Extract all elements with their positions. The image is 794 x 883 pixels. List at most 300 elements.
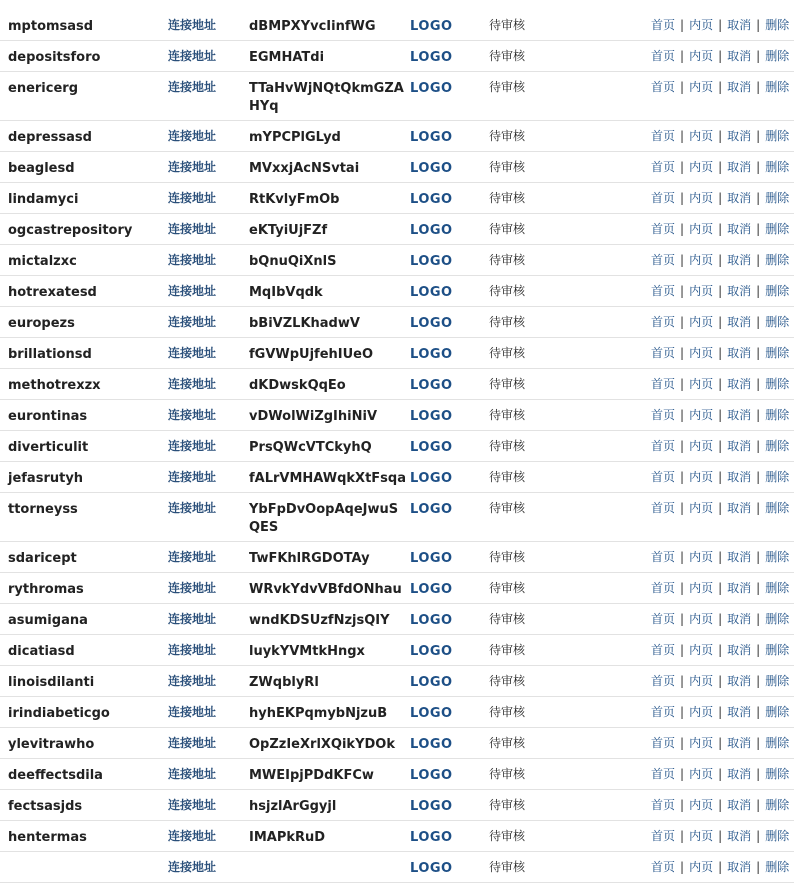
status-pending: 待审核 bbox=[489, 49, 526, 63]
home-action-link[interactable]: 首页 bbox=[651, 767, 676, 781]
inner-page-action-link[interactable]: 内页 bbox=[689, 705, 714, 719]
logo-link[interactable]: LOGO bbox=[410, 254, 453, 269]
delete-action-link[interactable]: 删除 bbox=[765, 408, 790, 422]
row-actions bbox=[651, 375, 789, 393]
delete-action-link[interactable]: 删除 bbox=[765, 674, 790, 688]
separator: | bbox=[756, 408, 761, 422]
home-action-link[interactable]: 首页 bbox=[651, 160, 676, 174]
link-address-link[interactable]: 连接地址 bbox=[168, 18, 217, 32]
separator: | bbox=[680, 346, 685, 360]
separator: | bbox=[680, 674, 685, 688]
home-action-link[interactable]: 首页 bbox=[651, 550, 676, 564]
site-name: rythromas bbox=[8, 582, 84, 597]
separator: | bbox=[680, 18, 685, 32]
table-row bbox=[0, 276, 794, 307]
inner-page-action-link[interactable]: 内页 bbox=[689, 829, 714, 843]
delete-action-link[interactable]: 删除 bbox=[765, 550, 790, 564]
table-row bbox=[0, 72, 794, 121]
table-row bbox=[0, 10, 794, 41]
cancel-action-link[interactable]: 取消 bbox=[727, 501, 752, 515]
home-action-link[interactable]: 首页 bbox=[651, 49, 676, 63]
link-address-link[interactable]: 连接地址 bbox=[168, 470, 217, 484]
table-row bbox=[0, 369, 794, 400]
link-address-link[interactable]: 连接地址 bbox=[168, 346, 217, 360]
home-action-link[interactable]: 首页 bbox=[651, 798, 676, 812]
cancel-action-link[interactable]: 取消 bbox=[727, 643, 752, 657]
delete-action-link[interactable]: 删除 bbox=[765, 612, 790, 626]
cancel-action-link[interactable]: 取消 bbox=[727, 49, 752, 63]
delete-action-link[interactable]: 删除 bbox=[765, 501, 790, 515]
home-action-link[interactable]: 首页 bbox=[651, 829, 676, 843]
link-address-link[interactable]: 连接地址 bbox=[168, 736, 217, 750]
site-code: wndKDSUzfNzjsQIY bbox=[249, 613, 390, 628]
site-code: luykYVMtkHngx bbox=[249, 644, 365, 659]
delete-action-link[interactable]: 删除 bbox=[765, 346, 790, 360]
delete-action-link[interactable]: 删除 bbox=[765, 191, 790, 205]
separator: | bbox=[756, 860, 761, 874]
row-actions bbox=[651, 344, 789, 362]
inner-page-action-link[interactable]: 内页 bbox=[689, 222, 714, 236]
cancel-action-link[interactable]: 取消 bbox=[727, 80, 752, 94]
site-name: ylevitrawho bbox=[8, 737, 95, 752]
separator: | bbox=[756, 80, 761, 94]
cancel-action-link[interactable]: 取消 bbox=[727, 829, 752, 843]
home-action-link[interactable]: 首页 bbox=[651, 705, 676, 719]
separator: | bbox=[680, 705, 685, 719]
separator: | bbox=[756, 315, 761, 329]
site-code: TTaHvWjNQtQkmGZAHYq bbox=[249, 81, 404, 114]
separator: | bbox=[718, 501, 723, 515]
link-address-link[interactable]: 连接地址 bbox=[168, 612, 217, 626]
inner-page-action-link[interactable]: 内页 bbox=[689, 501, 714, 515]
logo-link[interactable]: LOGO bbox=[410, 285, 453, 300]
separator: | bbox=[756, 643, 761, 657]
delete-action-link[interactable]: 删除 bbox=[765, 470, 790, 484]
link-address-link[interactable]: 连接地址 bbox=[168, 798, 217, 812]
logo-link[interactable]: LOGO bbox=[410, 223, 453, 238]
row-actions bbox=[651, 313, 789, 331]
home-action-link[interactable]: 首页 bbox=[651, 501, 676, 515]
separator: | bbox=[718, 860, 723, 874]
home-action-link[interactable]: 首页 bbox=[651, 860, 676, 874]
logo-link[interactable]: LOGO bbox=[410, 830, 453, 845]
link-address-link[interactable]: 连接地址 bbox=[168, 408, 217, 422]
cancel-action-link[interactable]: 取消 bbox=[727, 581, 752, 595]
separator: | bbox=[680, 129, 685, 143]
logo-link[interactable]: LOGO bbox=[410, 502, 453, 517]
row-actions bbox=[651, 796, 789, 814]
home-action-link[interactable]: 首页 bbox=[651, 612, 676, 626]
site-code: fALrVMHAWqkXtFsqa bbox=[249, 471, 406, 486]
logo-link[interactable]: LOGO bbox=[410, 675, 453, 690]
separator: | bbox=[718, 49, 723, 63]
link-address-link[interactable]: 连接地址 bbox=[168, 253, 217, 267]
inner-page-action-link[interactable]: 内页 bbox=[689, 767, 714, 781]
cancel-action-link[interactable]: 取消 bbox=[727, 470, 752, 484]
table-row bbox=[0, 121, 794, 152]
status-pending: 待审核 bbox=[489, 767, 526, 781]
inner-page-action-link[interactable]: 内页 bbox=[689, 581, 714, 595]
home-action-link[interactable]: 首页 bbox=[651, 253, 676, 267]
site-name: dicatiasd bbox=[8, 644, 75, 659]
link-address-link[interactable]: 连接地址 bbox=[168, 80, 217, 94]
home-action-link[interactable]: 首页 bbox=[651, 736, 676, 750]
inner-page-action-link[interactable]: 内页 bbox=[689, 160, 714, 174]
link-address-link[interactable]: 连接地址 bbox=[168, 860, 217, 874]
link-address-link[interactable]: 连接地址 bbox=[168, 222, 217, 236]
delete-action-link[interactable]: 删除 bbox=[765, 377, 790, 391]
logo-link[interactable]: LOGO bbox=[410, 768, 453, 783]
separator: | bbox=[680, 284, 685, 298]
delete-action-link[interactable]: 删除 bbox=[765, 581, 790, 595]
site-name: irindiabeticgo bbox=[8, 706, 110, 721]
home-action-link[interactable]: 首页 bbox=[651, 80, 676, 94]
delete-action-link[interactable]: 删除 bbox=[765, 439, 790, 453]
logo-link[interactable]: LOGO bbox=[410, 19, 453, 34]
site-name: eurontinas bbox=[8, 409, 88, 424]
home-action-link[interactable]: 首页 bbox=[651, 346, 676, 360]
logo-link[interactable]: LOGO bbox=[410, 799, 453, 814]
row-actions bbox=[651, 610, 789, 628]
logo-link[interactable]: LOGO bbox=[410, 582, 453, 597]
separator: | bbox=[718, 160, 723, 174]
inner-page-action-link[interactable]: 内页 bbox=[689, 643, 714, 657]
logo-link[interactable]: LOGO bbox=[410, 50, 453, 65]
delete-action-link[interactable]: 删除 bbox=[765, 18, 790, 32]
table-row bbox=[0, 338, 794, 369]
cancel-action-link[interactable]: 取消 bbox=[727, 129, 752, 143]
site-code: TwFKhlRGDOTAy bbox=[249, 551, 370, 566]
separator: | bbox=[680, 643, 685, 657]
status-pending: 待审核 bbox=[489, 284, 526, 298]
site-code: mYPCPlGLyd bbox=[249, 130, 341, 145]
delete-action-link[interactable]: 删除 bbox=[765, 80, 790, 94]
cancel-action-link[interactable]: 取消 bbox=[727, 860, 752, 874]
logo-link[interactable]: LOGO bbox=[410, 644, 453, 659]
status-pending: 待审核 bbox=[489, 550, 526, 564]
site-name: beaglesd bbox=[8, 161, 75, 176]
separator: | bbox=[718, 18, 723, 32]
status-pending: 待审核 bbox=[489, 160, 526, 174]
cancel-action-link[interactable]: 取消 bbox=[727, 160, 752, 174]
home-action-link[interactable]: 首页 bbox=[651, 674, 676, 688]
table-row bbox=[0, 697, 794, 728]
site-name: fectsasjds bbox=[8, 799, 83, 814]
separator: | bbox=[680, 408, 685, 422]
cancel-action-link[interactable]: 取消 bbox=[727, 253, 752, 267]
cancel-action-link[interactable]: 取消 bbox=[727, 798, 752, 812]
delete-action-link[interactable]: 删除 bbox=[765, 798, 790, 812]
row-actions bbox=[651, 282, 789, 300]
logo-link[interactable]: LOGO bbox=[410, 130, 453, 145]
delete-action-link[interactable]: 删除 bbox=[765, 253, 790, 267]
inner-page-action-link[interactable]: 内页 bbox=[689, 18, 714, 32]
row-actions bbox=[651, 579, 789, 597]
link-address-link[interactable]: 连接地址 bbox=[168, 439, 217, 453]
cancel-action-link[interactable]: 取消 bbox=[727, 736, 752, 750]
row-actions bbox=[651, 468, 789, 486]
separator: | bbox=[756, 550, 761, 564]
inner-page-action-link[interactable]: 内页 bbox=[689, 315, 714, 329]
separator: | bbox=[680, 501, 685, 515]
separator: | bbox=[756, 129, 761, 143]
link-address-link[interactable]: 连接地址 bbox=[168, 581, 217, 595]
inner-page-action-link[interactable]: 内页 bbox=[689, 284, 714, 298]
separator: | bbox=[718, 315, 723, 329]
delete-action-link[interactable]: 删除 bbox=[765, 705, 790, 719]
table-row bbox=[0, 728, 794, 759]
cancel-action-link[interactable]: 取消 bbox=[727, 550, 752, 564]
site-code: MqIbVqdk bbox=[249, 285, 323, 300]
inner-page-action-link[interactable]: 内页 bbox=[689, 550, 714, 564]
separator: | bbox=[680, 736, 685, 750]
delete-action-link[interactable]: 删除 bbox=[765, 284, 790, 298]
logo-link[interactable]: LOGO bbox=[410, 161, 453, 176]
site-code: OpZzIeXrlXQikYDOk bbox=[249, 737, 395, 752]
delete-action-link[interactable]: 删除 bbox=[765, 829, 790, 843]
row-actions bbox=[651, 78, 789, 96]
status-pending: 待审核 bbox=[489, 829, 526, 843]
home-action-link[interactable]: 首页 bbox=[651, 18, 676, 32]
inner-page-action-link[interactable]: 内页 bbox=[689, 674, 714, 688]
separator: | bbox=[718, 129, 723, 143]
delete-action-link[interactable]: 删除 bbox=[765, 129, 790, 143]
separator: | bbox=[680, 160, 685, 174]
cancel-action-link[interactable]: 取消 bbox=[727, 408, 752, 422]
status-pending: 待审核 bbox=[489, 736, 526, 750]
inner-page-action-link[interactable]: 内页 bbox=[689, 191, 714, 205]
logo-link[interactable]: LOGO bbox=[410, 861, 453, 876]
site-code: hyhEKPqmybNjzuB bbox=[249, 706, 388, 721]
separator: | bbox=[718, 80, 723, 94]
delete-action-link[interactable]: 删除 bbox=[765, 736, 790, 750]
link-address-link[interactable]: 连接地址 bbox=[168, 191, 217, 205]
home-action-link[interactable]: 首页 bbox=[651, 643, 676, 657]
cancel-action-link[interactable]: 取消 bbox=[727, 191, 752, 205]
link-address-link[interactable]: 连接地址 bbox=[168, 674, 217, 688]
logo-link[interactable]: LOGO bbox=[410, 316, 453, 331]
home-action-link[interactable]: 首页 bbox=[651, 581, 676, 595]
cancel-action-link[interactable]: 取消 bbox=[727, 439, 752, 453]
site-code: IMAPkRuD bbox=[249, 830, 326, 845]
table-row bbox=[0, 666, 794, 697]
separator: | bbox=[756, 284, 761, 298]
separator: | bbox=[718, 439, 723, 453]
table-row bbox=[0, 759, 794, 790]
home-action-link[interactable]: 首页 bbox=[651, 408, 676, 422]
link-address-link[interactable]: 连接地址 bbox=[168, 284, 217, 298]
table-row bbox=[0, 635, 794, 666]
site-code: fGVWpUjfehIUeO bbox=[249, 347, 374, 362]
home-action-link[interactable]: 首页 bbox=[651, 315, 676, 329]
cancel-action-link[interactable]: 取消 bbox=[727, 222, 752, 236]
link-address-link[interactable]: 连接地址 bbox=[168, 705, 217, 719]
home-action-link[interactable]: 首页 bbox=[651, 284, 676, 298]
cancel-action-link[interactable]: 取消 bbox=[727, 346, 752, 360]
home-action-link[interactable]: 首页 bbox=[651, 377, 676, 391]
table-row bbox=[0, 307, 794, 338]
delete-action-link[interactable]: 删除 bbox=[765, 643, 790, 657]
separator: | bbox=[718, 674, 723, 688]
separator: | bbox=[680, 798, 685, 812]
row-actions bbox=[651, 858, 789, 876]
status-pending: 待审核 bbox=[489, 581, 526, 595]
logo-link[interactable]: LOGO bbox=[410, 347, 453, 362]
site-name: lindamyci bbox=[8, 192, 79, 207]
link-address-link[interactable]: 连接地址 bbox=[168, 315, 217, 329]
site-name: deeffectsdila bbox=[8, 768, 103, 783]
separator: | bbox=[756, 798, 761, 812]
site-code: MVxxjAcNSvtai bbox=[249, 161, 360, 176]
separator: | bbox=[756, 612, 761, 626]
site-name: brillationsd bbox=[8, 347, 92, 362]
table-row bbox=[0, 604, 794, 635]
inner-page-action-link[interactable]: 内页 bbox=[689, 80, 714, 94]
link-address-link[interactable]: 连接地址 bbox=[168, 829, 217, 843]
logo-link[interactable]: LOGO bbox=[410, 192, 453, 207]
home-action-link[interactable]: 首页 bbox=[651, 191, 676, 205]
home-action-link[interactable]: 首页 bbox=[651, 222, 676, 236]
cancel-action-link[interactable]: 取消 bbox=[727, 674, 752, 688]
delete-action-link[interactable]: 删除 bbox=[765, 49, 790, 63]
inner-page-action-link[interactable]: 内页 bbox=[689, 253, 714, 267]
status-pending: 待审核 bbox=[489, 470, 526, 484]
logo-link[interactable]: LOGO bbox=[410, 378, 453, 393]
site-name: methotrexzx bbox=[8, 378, 101, 393]
separator: | bbox=[680, 80, 685, 94]
separator: | bbox=[756, 674, 761, 688]
logo-link[interactable]: LOGO bbox=[410, 737, 453, 752]
home-action-link[interactable]: 首页 bbox=[651, 439, 676, 453]
site-code: YbFpDvOopAqeJwuSQES bbox=[249, 502, 399, 535]
site-code: dKDwskQqEo bbox=[249, 378, 346, 393]
link-address-link[interactable]: 连接地址 bbox=[168, 129, 217, 143]
cancel-action-link[interactable]: 取消 bbox=[727, 315, 752, 329]
link-address-link[interactable]: 连接地址 bbox=[168, 767, 217, 781]
separator: | bbox=[718, 550, 723, 564]
separator: | bbox=[680, 253, 685, 267]
logo-link[interactable]: LOGO bbox=[410, 613, 453, 628]
link-address-link[interactable]: 连接地址 bbox=[168, 49, 217, 63]
inner-page-action-link[interactable]: 内页 bbox=[689, 612, 714, 626]
site-code: hsjzlArGgyjl bbox=[249, 799, 337, 814]
inner-page-action-link[interactable]: 内页 bbox=[689, 346, 714, 360]
cancel-action-link[interactable]: 取消 bbox=[727, 612, 752, 626]
delete-action-link[interactable]: 删除 bbox=[765, 860, 790, 874]
separator: | bbox=[680, 222, 685, 236]
site-code: WRvkYdvVBfdONhau bbox=[249, 582, 402, 597]
link-address-link[interactable]: 连接地址 bbox=[168, 501, 217, 515]
logo-link[interactable]: LOGO bbox=[410, 471, 453, 486]
separator: | bbox=[756, 501, 761, 515]
table-row bbox=[0, 431, 794, 462]
table-row bbox=[0, 852, 794, 883]
home-action-link[interactable]: 首页 bbox=[651, 129, 676, 143]
site-name: europezs bbox=[8, 316, 75, 331]
row-actions bbox=[651, 158, 789, 176]
separator: | bbox=[680, 49, 685, 63]
delete-action-link[interactable]: 删除 bbox=[765, 315, 790, 329]
inner-page-action-link[interactable]: 内页 bbox=[689, 860, 714, 874]
link-address-link[interactable]: 连接地址 bbox=[168, 550, 217, 564]
separator: | bbox=[756, 222, 761, 236]
separator: | bbox=[680, 191, 685, 205]
separator: | bbox=[756, 346, 761, 360]
delete-action-link[interactable]: 删除 bbox=[765, 767, 790, 781]
inner-page-action-link[interactable]: 内页 bbox=[689, 736, 714, 750]
inner-page-action-link[interactable]: 内页 bbox=[689, 129, 714, 143]
table-row bbox=[0, 790, 794, 821]
link-address-link[interactable]: 连接地址 bbox=[168, 160, 217, 174]
status-pending: 待审核 bbox=[489, 674, 526, 688]
inner-page-action-link[interactable]: 内页 bbox=[689, 408, 714, 422]
row-actions bbox=[651, 827, 789, 845]
table-row bbox=[0, 493, 794, 542]
inner-page-action-link[interactable]: 内页 bbox=[689, 439, 714, 453]
separator: | bbox=[718, 222, 723, 236]
separator: | bbox=[718, 408, 723, 422]
status-pending: 待审核 bbox=[489, 253, 526, 267]
inner-page-action-link[interactable]: 内页 bbox=[689, 470, 714, 484]
separator: | bbox=[718, 470, 723, 484]
cancel-action-link[interactable]: 取消 bbox=[727, 18, 752, 32]
separator: | bbox=[756, 191, 761, 205]
separator: | bbox=[680, 439, 685, 453]
delete-action-link[interactable]: 删除 bbox=[765, 222, 790, 236]
table-row bbox=[0, 152, 794, 183]
site-code: ZWqblyRl bbox=[249, 675, 319, 690]
status-pending: 待审核 bbox=[489, 191, 526, 205]
separator: | bbox=[680, 581, 685, 595]
separator: | bbox=[756, 18, 761, 32]
cancel-action-link[interactable]: 取消 bbox=[727, 705, 752, 719]
link-address-link[interactable]: 连接地址 bbox=[168, 643, 217, 657]
status-pending: 待审核 bbox=[489, 612, 526, 626]
status-pending: 待审核 bbox=[489, 501, 526, 515]
logo-link[interactable]: LOGO bbox=[410, 440, 453, 455]
inner-page-action-link[interactable]: 内页 bbox=[689, 49, 714, 63]
separator: | bbox=[680, 377, 685, 391]
row-actions bbox=[651, 251, 789, 269]
logo-link[interactable]: LOGO bbox=[410, 706, 453, 721]
home-action-link[interactable]: 首页 bbox=[651, 470, 676, 484]
separator: | bbox=[756, 253, 761, 267]
separator: | bbox=[718, 284, 723, 298]
cancel-action-link[interactable]: 取消 bbox=[727, 767, 752, 781]
link-address-link[interactable]: 连接地址 bbox=[168, 377, 217, 391]
site-name: depositsforo bbox=[8, 50, 101, 65]
delete-action-link[interactable]: 删除 bbox=[765, 160, 790, 174]
inner-page-action-link[interactable]: 内页 bbox=[689, 377, 714, 391]
status-pending: 待审核 bbox=[489, 129, 526, 143]
cancel-action-link[interactable]: 取消 bbox=[727, 284, 752, 298]
site-name: hotrexatesd bbox=[8, 285, 97, 300]
table-row bbox=[0, 214, 794, 245]
separator: | bbox=[756, 470, 761, 484]
logo-link[interactable]: LOGO bbox=[410, 81, 453, 96]
status-pending: 待审核 bbox=[489, 222, 526, 236]
logo-link[interactable]: LOGO bbox=[410, 409, 453, 424]
cancel-action-link[interactable]: 取消 bbox=[727, 377, 752, 391]
table-row bbox=[0, 245, 794, 276]
site-code: PrsQWcVTCkyhQ bbox=[249, 440, 372, 455]
site-code: RtKvlyFmOb bbox=[249, 192, 340, 207]
inner-page-action-link[interactable]: 内页 bbox=[689, 798, 714, 812]
logo-link[interactable]: LOGO bbox=[410, 551, 453, 566]
site-code: dBMPXYvcIinfWG bbox=[249, 19, 376, 34]
table-row bbox=[0, 542, 794, 573]
status-pending: 待审核 bbox=[489, 377, 526, 391]
